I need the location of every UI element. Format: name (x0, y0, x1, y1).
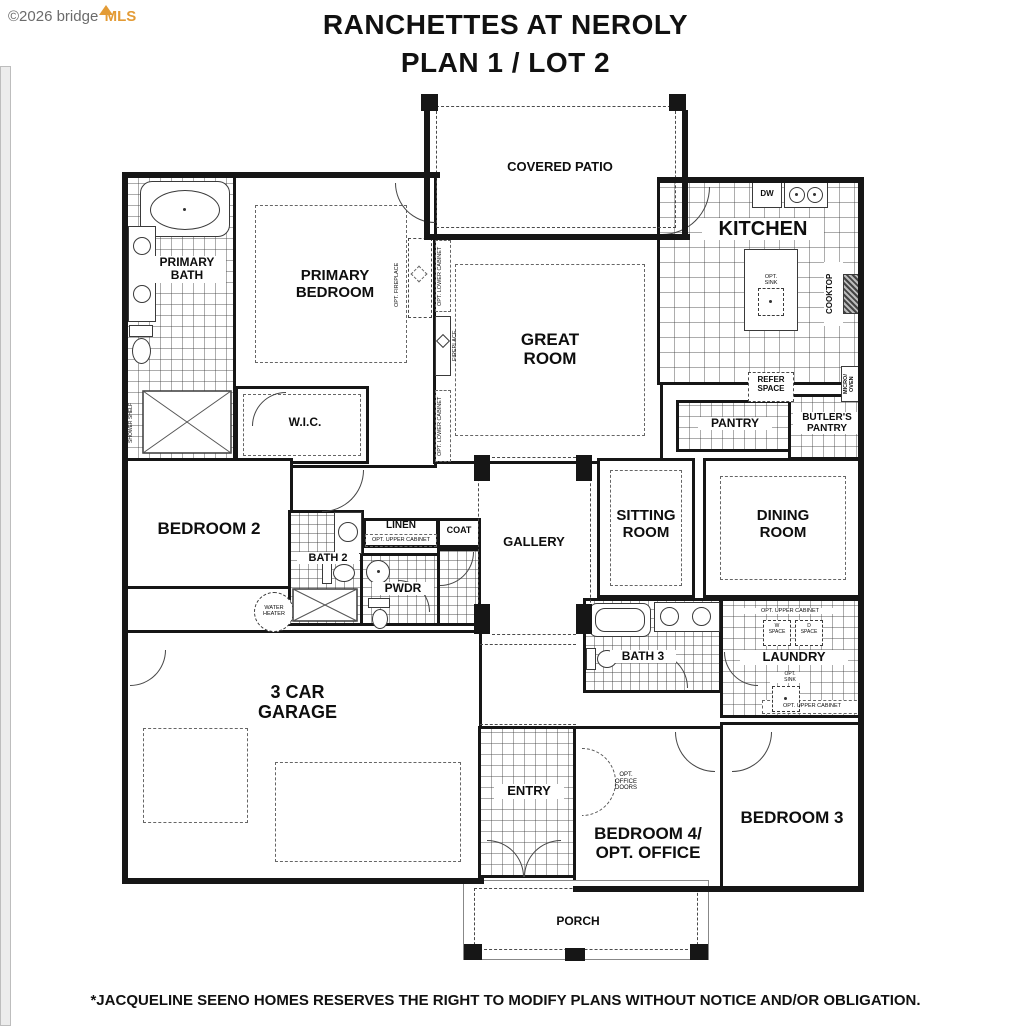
disclaimer-text: *JACQUELINE SEENO HOMES RESERVES THE RIGHT TO MODIFY PLANS WITHOUT NOTICE AND/OR OBLIGATION. (90, 992, 921, 1009)
wall (573, 886, 864, 892)
porch-post (565, 948, 585, 961)
room-label-sitting-room: SITTING ROOM (616, 507, 676, 541)
wall (122, 878, 484, 884)
bathtub-basin (595, 608, 645, 632)
toilet-tank (129, 325, 153, 337)
wall (122, 628, 128, 884)
gallery-column (576, 604, 592, 634)
annotation-opt-upper-cabinet: OPT. UPPER CABINET (782, 703, 842, 709)
annotation-opt-fireplace: OPT. FIREPLACE (394, 262, 400, 308)
annotation-opt-upper-cabinet: OPT. UPPER CABINET (371, 537, 431, 543)
gallery-opening (492, 634, 576, 635)
wall (424, 234, 690, 240)
gallery-column (474, 604, 490, 634)
room-label-pantry: PANTRY (698, 417, 772, 430)
drain-dot (769, 300, 772, 303)
hall-opening (480, 724, 576, 725)
room-label-bath3: BATH 3 (610, 650, 676, 663)
toilet-tank (322, 562, 332, 584)
patio-post (421, 94, 438, 111)
room-label-covered-patio: COVERED PATIO (507, 159, 613, 174)
annotation-dw: DW (760, 189, 774, 198)
room-label-garage: 3 CAR GARAGE (257, 682, 337, 723)
patio-wall (682, 110, 688, 236)
shower-icon (292, 588, 358, 622)
annotation-refer-space: REFER SPACE (757, 375, 785, 393)
room-label-dining-room: DINING ROOM (756, 507, 810, 541)
toilet-bowl (372, 609, 388, 629)
annotation-d-space: D SPACE (796, 624, 822, 635)
closet-label-linen: LINEN (386, 520, 416, 531)
sink-bowl-icon (133, 237, 151, 255)
hall-opening (480, 644, 576, 645)
porch-post (690, 944, 708, 960)
garage-door-outline (275, 762, 461, 862)
room-label-laundry: LAUNDRY (740, 650, 848, 665)
patio-wall (424, 110, 430, 236)
gallery-column (576, 455, 592, 481)
gallery-opening (492, 457, 576, 458)
room-label-wic: W.I.C. (288, 415, 322, 429)
annotation-opt-lower-cabinet: OPT. LOWER CABINET (437, 246, 443, 306)
watermark-copyright: ©2026 (8, 8, 53, 25)
closet-label-coat: COAT (446, 525, 472, 535)
plan-title (0, 6, 1011, 82)
wall (858, 720, 864, 892)
room-label-kitchen: KITCHEN (702, 218, 824, 240)
annotation-fireplace: FIREPLACE (452, 330, 458, 362)
drain-dot (183, 208, 186, 211)
annotation-opt-sink-laundry: OPT. SINK (770, 672, 810, 683)
drain-dot (784, 697, 787, 700)
room-label-butlers-pantry: BUTLER'S PANTRY (793, 412, 861, 434)
drain-dot (813, 193, 816, 196)
wall (122, 172, 128, 642)
room-label-bedroom2: BEDROOM 2 (157, 519, 261, 538)
annotation-micro-oven: MICRO/ OVEN (843, 374, 856, 394)
annotation-opt-lower-cabinet: OPT. LOWER CABINET (437, 396, 443, 456)
wall (858, 177, 864, 732)
room-label-bedroom3: BEDROOM 3 (740, 808, 844, 827)
room-label-primary-bath: PRIMARY BATH (148, 256, 226, 283)
room-label-bedroom4: BEDROOM 4/ OPT. OFFICE (594, 824, 702, 863)
plan-title-line2: PLAN 1 / LOT 2 (400, 47, 611, 78)
room-label-bath2: BATH 2 (297, 552, 359, 564)
toilet-bowl (132, 338, 151, 364)
annotation-water-heater: WATER HEATER (263, 605, 285, 618)
gallery-column (474, 455, 490, 481)
garage-door-outline (143, 728, 248, 823)
drain-dot (795, 193, 798, 196)
annotation-opt-sink-island: OPT. SINK (764, 274, 778, 287)
room-label-primary-bedroom: PRIMARY BEDROOM (295, 267, 375, 301)
watermark-brand: bridge (56, 8, 99, 25)
sink-bowl-icon (338, 522, 358, 542)
room-label-entry: ENTRY (494, 784, 564, 799)
room-label-pwdr: PWDR (372, 582, 434, 595)
annotation-opt-office-doors: OPT. OFFICE DOORS (614, 772, 637, 792)
annotation-opt-upper-cabinet: OPT. UPPER CABINET (738, 608, 842, 614)
porch-post (464, 944, 482, 960)
left-edge-strip (0, 66, 11, 1026)
shower-icon (142, 390, 232, 454)
wall (122, 172, 440, 178)
annotation-w-space: W SPACE (764, 624, 790, 635)
room-label-porch: PORCH (556, 914, 600, 928)
sink-bowl-icon (692, 607, 711, 626)
toilet-tank (586, 648, 596, 670)
annotation-cooktop: COOKTOP (824, 262, 843, 326)
toilet-tank (368, 598, 390, 608)
sink-bowl-icon (660, 607, 679, 626)
toilet-bowl (333, 564, 355, 582)
drain-dot (377, 570, 380, 573)
plan-title-line1: RANCHETTES AT NEROLY (322, 9, 689, 40)
watermark-brand-suffix: MLS (104, 8, 137, 25)
room-label-great-room: GREAT ROOM (520, 330, 580, 369)
door-arc (322, 470, 364, 512)
annotation-shower-shelf: SHOWER SHELF (128, 403, 134, 444)
sink-bowl-icon (133, 285, 151, 303)
room-label-gallery: GALLERY (503, 534, 565, 549)
patio-post (669, 94, 686, 111)
